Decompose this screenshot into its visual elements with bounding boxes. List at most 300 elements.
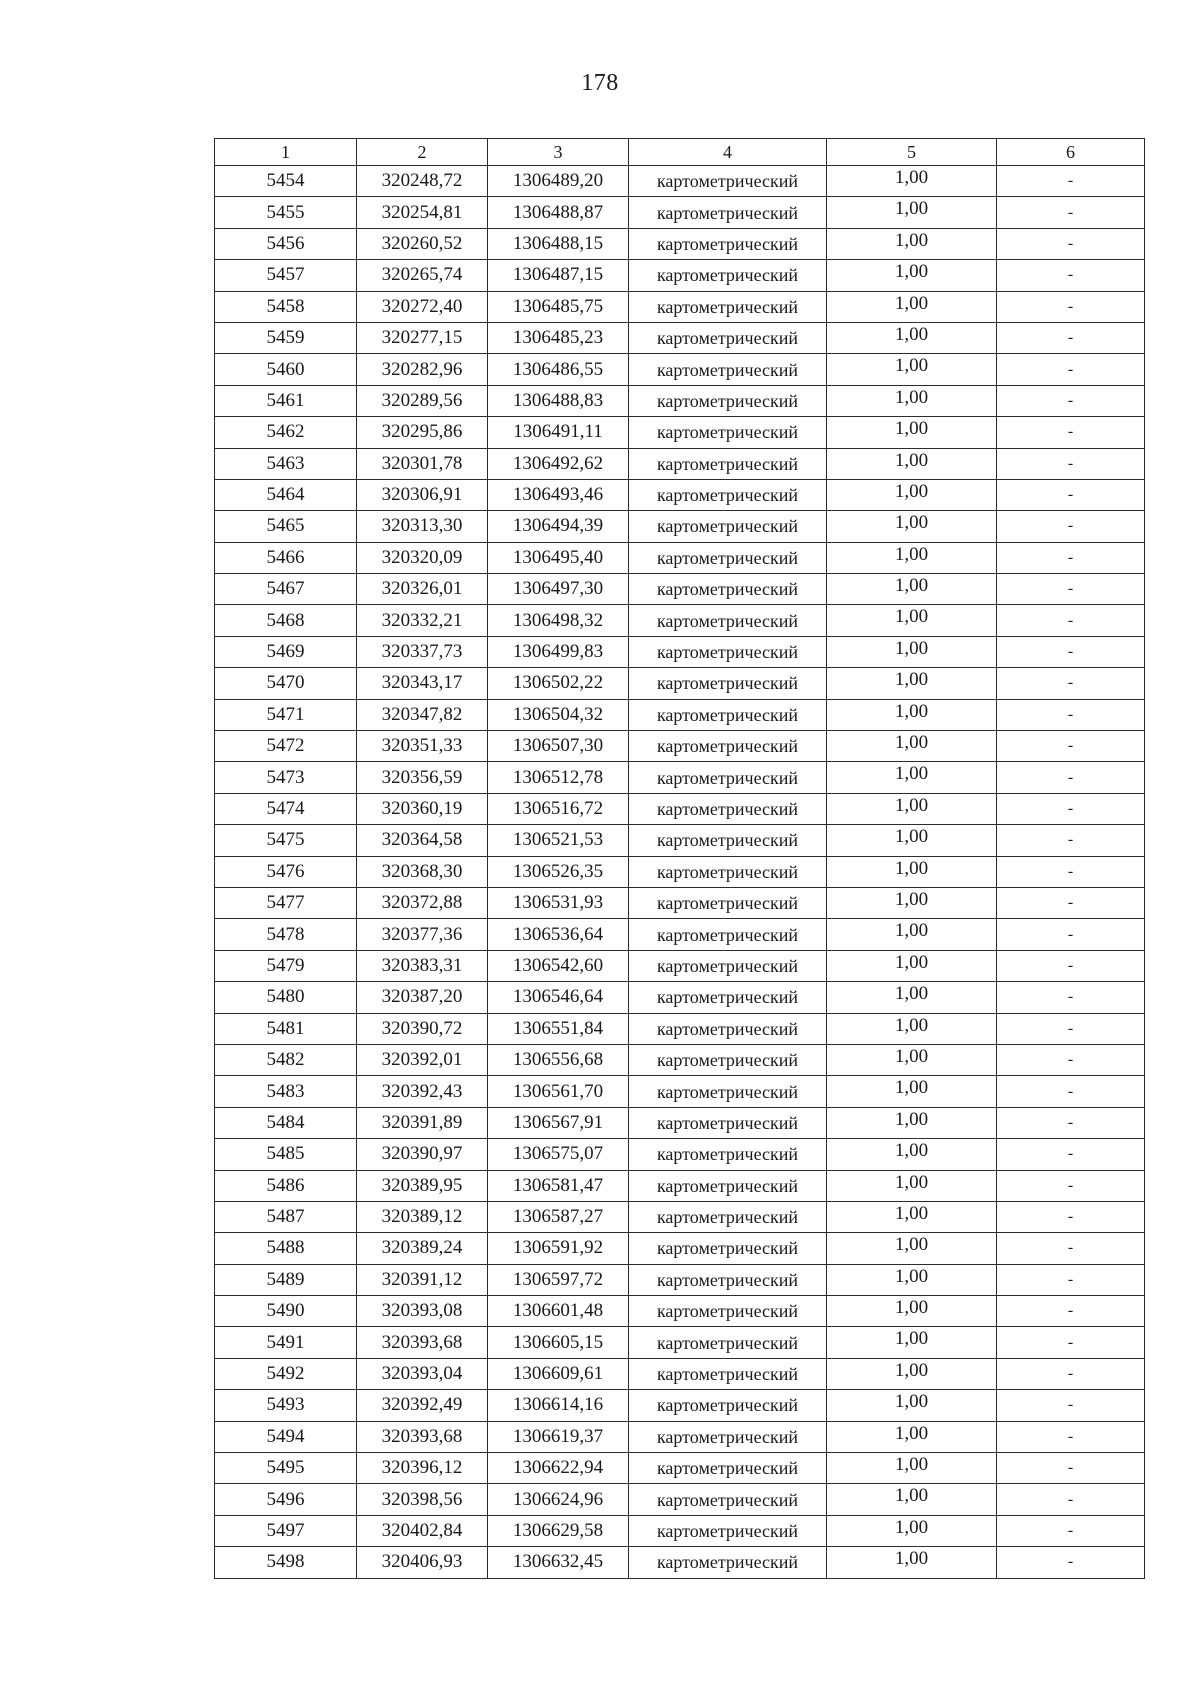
accuracy-cell: 1,00	[827, 793, 997, 824]
note-cell: -	[997, 1170, 1145, 1201]
accuracy-cell: 1,00	[827, 1453, 997, 1484]
method-cell: картометрический	[629, 197, 827, 228]
note-cell: -	[997, 1013, 1145, 1044]
y-coordinate-cell: 1306507,30	[488, 731, 629, 762]
x-coordinate-cell: 320260,52	[357, 228, 488, 259]
table-row	[215, 699, 1145, 730]
table-row	[215, 574, 1145, 605]
note-cell: -	[997, 1233, 1145, 1264]
coordinates-table-container	[214, 138, 1144, 1579]
accuracy-cell: 1,00	[827, 1390, 997, 1421]
accuracy-cell: 1,00	[827, 228, 997, 259]
x-coordinate-cell: 320347,82	[357, 699, 488, 730]
point-number-cell: 5481	[215, 1013, 357, 1044]
x-coordinate-cell: 320393,08	[357, 1296, 488, 1327]
method-cell: картометрический	[629, 1013, 827, 1044]
y-coordinate-cell: 1306629,58	[488, 1515, 629, 1546]
table-row	[215, 1390, 1145, 1421]
table-row	[215, 825, 1145, 856]
method-cell: картометрический	[629, 636, 827, 667]
y-coordinate-cell: 1306587,27	[488, 1201, 629, 1232]
y-coordinate-cell: 1306536,64	[488, 919, 629, 950]
table-row	[215, 542, 1145, 573]
note-cell: -	[997, 542, 1145, 573]
y-coordinate-cell: 1306622,94	[488, 1453, 629, 1484]
y-coordinate-cell: 1306485,23	[488, 322, 629, 353]
table-row	[215, 448, 1145, 479]
x-coordinate-cell: 320337,73	[357, 636, 488, 667]
method-cell: картометрический	[629, 417, 827, 448]
method-cell: картометрический	[629, 260, 827, 291]
table-row	[215, 762, 1145, 793]
accuracy-cell: 1,00	[827, 1515, 997, 1546]
accuracy-cell: 1,00	[827, 856, 997, 887]
table-row	[215, 511, 1145, 542]
x-coordinate-cell: 320254,81	[357, 197, 488, 228]
accuracy-cell: 1,00	[827, 762, 997, 793]
note-cell: -	[997, 448, 1145, 479]
y-coordinate-cell: 1306485,75	[488, 291, 629, 322]
note-cell: -	[997, 731, 1145, 762]
accuracy-cell: 1,00	[827, 1107, 997, 1138]
x-coordinate-cell: 320383,31	[357, 950, 488, 981]
note-cell: -	[997, 1390, 1145, 1421]
x-coordinate-cell: 320277,15	[357, 322, 488, 353]
method-cell: картометрический	[629, 542, 827, 573]
method-cell: картометрический	[629, 354, 827, 385]
point-number-cell: 5476	[215, 856, 357, 887]
note-cell: -	[997, 197, 1145, 228]
note-cell: -	[997, 887, 1145, 918]
point-number-cell: 5493	[215, 1390, 357, 1421]
accuracy-cell: 1,00	[827, 605, 997, 636]
x-coordinate-cell: 320387,20	[357, 982, 488, 1013]
table-row	[215, 1515, 1145, 1546]
note-cell: -	[997, 825, 1145, 856]
method-cell: картометрический	[629, 1107, 827, 1138]
x-coordinate-cell: 320313,30	[357, 511, 488, 542]
note-cell: -	[997, 762, 1145, 793]
x-coordinate-cell: 320391,89	[357, 1107, 488, 1138]
table-row	[215, 1139, 1145, 1170]
table-row	[215, 1453, 1145, 1484]
y-coordinate-cell: 1306495,40	[488, 542, 629, 573]
note-cell: -	[997, 1201, 1145, 1232]
point-number-cell: 5463	[215, 448, 357, 479]
point-number-cell: 5471	[215, 699, 357, 730]
accuracy-cell: 1,00	[827, 1170, 997, 1201]
table-row	[215, 1044, 1145, 1075]
x-coordinate-cell: 320390,72	[357, 1013, 488, 1044]
accuracy-cell: 1,00	[827, 1547, 997, 1578]
note-cell: -	[997, 1358, 1145, 1389]
note-cell: -	[997, 919, 1145, 950]
point-number-cell: 5490	[215, 1296, 357, 1327]
note-cell: -	[997, 1044, 1145, 1075]
accuracy-cell: 1,00	[827, 668, 997, 699]
note-cell: -	[997, 291, 1145, 322]
note-cell: -	[997, 1515, 1145, 1546]
accuracy-cell: 1,00	[827, 1484, 997, 1515]
note-cell: -	[997, 1327, 1145, 1358]
y-coordinate-cell: 1306497,30	[488, 574, 629, 605]
accuracy-cell: 1,00	[827, 166, 997, 197]
y-coordinate-cell: 1306487,15	[488, 260, 629, 291]
table-row	[215, 1327, 1145, 1358]
accuracy-cell: 1,00	[827, 919, 997, 950]
method-cell: картометрический	[629, 1201, 827, 1232]
x-coordinate-cell: 320306,91	[357, 479, 488, 510]
accuracy-cell: 1,00	[827, 1358, 997, 1389]
x-coordinate-cell: 320351,33	[357, 731, 488, 762]
y-coordinate-cell: 1306526,35	[488, 856, 629, 887]
column-header-2: 2	[357, 139, 488, 166]
note-cell: -	[997, 668, 1145, 699]
point-number-cell: 5497	[215, 1515, 357, 1546]
table-row	[215, 1201, 1145, 1232]
note-cell: -	[997, 950, 1145, 981]
y-coordinate-cell: 1306489,20	[488, 166, 629, 197]
point-number-cell: 5477	[215, 887, 357, 918]
y-coordinate-cell: 1306614,16	[488, 1390, 629, 1421]
y-coordinate-cell: 1306491,11	[488, 417, 629, 448]
x-coordinate-cell: 320360,19	[357, 793, 488, 824]
method-cell: картометрический	[629, 385, 827, 416]
table-row	[215, 919, 1145, 950]
note-cell: -	[997, 1107, 1145, 1138]
method-cell: картометрический	[629, 1296, 827, 1327]
method-cell: картометрический	[629, 919, 827, 950]
method-cell: картометрический	[629, 856, 827, 887]
point-number-cell: 5484	[215, 1107, 357, 1138]
table-row	[215, 887, 1145, 918]
note-cell: -	[997, 166, 1145, 197]
point-number-cell: 5491	[215, 1327, 357, 1358]
x-coordinate-cell: 320393,68	[357, 1327, 488, 1358]
point-number-cell: 5474	[215, 793, 357, 824]
accuracy-cell: 1,00	[827, 385, 997, 416]
x-coordinate-cell: 320393,04	[357, 1358, 488, 1389]
method-cell: картометрический	[629, 668, 827, 699]
x-coordinate-cell: 320272,40	[357, 291, 488, 322]
x-coordinate-cell: 320392,49	[357, 1390, 488, 1421]
y-coordinate-cell: 1306561,70	[488, 1076, 629, 1107]
point-number-cell: 5487	[215, 1201, 357, 1232]
method-cell: картометрический	[629, 1390, 827, 1421]
point-number-cell: 5454	[215, 166, 357, 197]
accuracy-cell: 1,00	[827, 574, 997, 605]
table-row	[215, 385, 1145, 416]
point-number-cell: 5489	[215, 1264, 357, 1295]
accuracy-cell: 1,00	[827, 731, 997, 762]
method-cell: картометрический	[629, 228, 827, 259]
accuracy-cell: 1,00	[827, 825, 997, 856]
table-row	[215, 856, 1145, 887]
accuracy-cell: 1,00	[827, 1044, 997, 1075]
method-cell: картометрический	[629, 1044, 827, 1075]
x-coordinate-cell: 320282,96	[357, 354, 488, 385]
accuracy-cell: 1,00	[827, 699, 997, 730]
y-coordinate-cell: 1306597,72	[488, 1264, 629, 1295]
coordinates-table	[214, 138, 1145, 1579]
y-coordinate-cell: 1306492,62	[488, 448, 629, 479]
table-row	[215, 1484, 1145, 1515]
point-number-cell: 5482	[215, 1044, 357, 1075]
y-coordinate-cell: 1306488,87	[488, 197, 629, 228]
y-coordinate-cell: 1306546,64	[488, 982, 629, 1013]
method-cell: картометрический	[629, 1453, 827, 1484]
column-header-6: 6	[997, 139, 1145, 166]
y-coordinate-cell: 1306605,15	[488, 1327, 629, 1358]
note-cell: -	[997, 1139, 1145, 1170]
table-row	[215, 166, 1145, 197]
accuracy-cell: 1,00	[827, 1296, 997, 1327]
y-coordinate-cell: 1306498,32	[488, 605, 629, 636]
method-cell: картометрический	[629, 699, 827, 730]
note-cell: -	[997, 228, 1145, 259]
y-coordinate-cell: 1306601,48	[488, 1296, 629, 1327]
point-number-cell: 5456	[215, 228, 357, 259]
method-cell: картометрический	[629, 1421, 827, 1452]
table-row	[215, 260, 1145, 291]
method-cell: картометрический	[629, 1358, 827, 1389]
method-cell: картометрический	[629, 479, 827, 510]
y-coordinate-cell: 1306502,22	[488, 668, 629, 699]
table-header	[215, 139, 1145, 166]
accuracy-cell: 1,00	[827, 1327, 997, 1358]
point-number-cell: 5469	[215, 636, 357, 667]
y-coordinate-cell: 1306493,46	[488, 479, 629, 510]
y-coordinate-cell: 1306531,93	[488, 887, 629, 918]
x-coordinate-cell: 320368,30	[357, 856, 488, 887]
point-number-cell: 5467	[215, 574, 357, 605]
point-number-cell: 5475	[215, 825, 357, 856]
table-row	[215, 197, 1145, 228]
table-row	[215, 1170, 1145, 1201]
accuracy-cell: 1,00	[827, 417, 997, 448]
y-coordinate-cell: 1306488,15	[488, 228, 629, 259]
table-body	[215, 166, 1145, 1579]
x-coordinate-cell: 320326,01	[357, 574, 488, 605]
y-coordinate-cell: 1306504,32	[488, 699, 629, 730]
accuracy-cell: 1,00	[827, 636, 997, 667]
accuracy-cell: 1,00	[827, 1264, 997, 1295]
point-number-cell: 5460	[215, 354, 357, 385]
x-coordinate-cell: 320390,97	[357, 1139, 488, 1170]
y-coordinate-cell: 1306575,07	[488, 1139, 629, 1170]
x-coordinate-cell: 320389,95	[357, 1170, 488, 1201]
point-number-cell: 5495	[215, 1453, 357, 1484]
table-row	[215, 731, 1145, 762]
x-coordinate-cell: 320391,12	[357, 1264, 488, 1295]
method-cell: картометрический	[629, 950, 827, 981]
x-coordinate-cell: 320406,93	[357, 1547, 488, 1578]
accuracy-cell: 1,00	[827, 1201, 997, 1232]
accuracy-cell: 1,00	[827, 1233, 997, 1264]
method-cell: картометрический	[629, 1139, 827, 1170]
point-number-cell: 5496	[215, 1484, 357, 1515]
x-coordinate-cell: 320396,12	[357, 1453, 488, 1484]
column-header-4: 4	[629, 139, 827, 166]
accuracy-cell: 1,00	[827, 887, 997, 918]
y-coordinate-cell: 1306619,37	[488, 1421, 629, 1452]
note-cell: -	[997, 511, 1145, 542]
x-coordinate-cell: 320364,58	[357, 825, 488, 856]
note-cell: -	[997, 1421, 1145, 1452]
point-number-cell: 5466	[215, 542, 357, 573]
point-number-cell: 5457	[215, 260, 357, 291]
note-cell: -	[997, 1076, 1145, 1107]
note-cell: -	[997, 417, 1145, 448]
x-coordinate-cell: 320295,86	[357, 417, 488, 448]
point-number-cell: 5462	[215, 417, 357, 448]
y-coordinate-cell: 1306542,60	[488, 950, 629, 981]
accuracy-cell: 1,00	[827, 448, 997, 479]
method-cell: картометрический	[629, 825, 827, 856]
y-coordinate-cell: 1306624,96	[488, 1484, 629, 1515]
y-coordinate-cell: 1306488,83	[488, 385, 629, 416]
accuracy-cell: 1,00	[827, 354, 997, 385]
x-coordinate-cell: 320301,78	[357, 448, 488, 479]
table-row	[215, 1547, 1145, 1578]
x-coordinate-cell: 320398,56	[357, 1484, 488, 1515]
x-coordinate-cell: 320402,84	[357, 1515, 488, 1546]
y-coordinate-cell: 1306512,78	[488, 762, 629, 793]
method-cell: картометрический	[629, 1484, 827, 1515]
method-cell: картометрический	[629, 322, 827, 353]
point-number-cell: 5472	[215, 731, 357, 762]
method-cell: картометрический	[629, 605, 827, 636]
x-coordinate-cell: 320289,56	[357, 385, 488, 416]
note-cell: -	[997, 699, 1145, 730]
note-cell: -	[997, 1484, 1145, 1515]
note-cell: -	[997, 354, 1145, 385]
x-coordinate-cell: 320389,12	[357, 1201, 488, 1232]
table-row	[215, 291, 1145, 322]
point-number-cell: 5483	[215, 1076, 357, 1107]
method-cell: картометрический	[629, 448, 827, 479]
table-row	[215, 479, 1145, 510]
method-cell: картометрический	[629, 887, 827, 918]
y-coordinate-cell: 1306591,92	[488, 1233, 629, 1264]
note-cell: -	[997, 982, 1145, 1013]
note-cell: -	[997, 605, 1145, 636]
point-number-cell: 5480	[215, 982, 357, 1013]
point-number-cell: 5492	[215, 1358, 357, 1389]
method-cell: картометрический	[629, 1076, 827, 1107]
y-coordinate-cell: 1306609,61	[488, 1358, 629, 1389]
table-row	[215, 636, 1145, 667]
x-coordinate-cell: 320393,68	[357, 1421, 488, 1452]
note-cell: -	[997, 1264, 1145, 1295]
method-cell: картометрический	[629, 1264, 827, 1295]
note-cell: -	[997, 574, 1145, 605]
table-row	[215, 950, 1145, 981]
accuracy-cell: 1,00	[827, 291, 997, 322]
column-header-1: 1	[215, 139, 357, 166]
accuracy-cell: 1,00	[827, 479, 997, 510]
accuracy-cell: 1,00	[827, 322, 997, 353]
note-cell: -	[997, 1453, 1145, 1484]
x-coordinate-cell: 320320,09	[357, 542, 488, 573]
column-header-3: 3	[488, 139, 629, 166]
table-row	[215, 228, 1145, 259]
method-cell: картометрический	[629, 291, 827, 322]
note-cell: -	[997, 856, 1145, 887]
method-cell: картометрический	[629, 574, 827, 605]
method-cell: картометрический	[629, 1327, 827, 1358]
table-row	[215, 322, 1145, 353]
point-number-cell: 5459	[215, 322, 357, 353]
accuracy-cell: 1,00	[827, 1076, 997, 1107]
x-coordinate-cell: 320372,88	[357, 887, 488, 918]
method-cell: картометрический	[629, 982, 827, 1013]
point-number-cell: 5458	[215, 291, 357, 322]
y-coordinate-cell: 1306556,68	[488, 1044, 629, 1075]
table-row	[215, 1107, 1145, 1138]
method-cell: картометрический	[629, 762, 827, 793]
y-coordinate-cell: 1306567,91	[488, 1107, 629, 1138]
table-row	[215, 1076, 1145, 1107]
x-coordinate-cell: 320332,21	[357, 605, 488, 636]
y-coordinate-cell: 1306581,47	[488, 1170, 629, 1201]
accuracy-cell: 1,00	[827, 1139, 997, 1170]
point-number-cell: 5479	[215, 950, 357, 981]
point-number-cell: 5488	[215, 1233, 357, 1264]
column-header-5: 5	[827, 139, 997, 166]
point-number-cell: 5485	[215, 1139, 357, 1170]
table-row	[215, 417, 1145, 448]
y-coordinate-cell: 1306499,83	[488, 636, 629, 667]
method-cell: картометрический	[629, 1170, 827, 1201]
note-cell: -	[997, 636, 1145, 667]
table-row	[215, 668, 1145, 699]
method-cell: картометрический	[629, 1233, 827, 1264]
x-coordinate-cell: 320265,74	[357, 260, 488, 291]
accuracy-cell: 1,00	[827, 1421, 997, 1452]
x-coordinate-cell: 320392,01	[357, 1044, 488, 1075]
note-cell: -	[997, 385, 1145, 416]
note-cell: -	[997, 1296, 1145, 1327]
accuracy-cell: 1,00	[827, 511, 997, 542]
table-row	[215, 1013, 1145, 1044]
accuracy-cell: 1,00	[827, 542, 997, 573]
page-number: 178	[581, 70, 619, 96]
point-number-cell: 5455	[215, 197, 357, 228]
method-cell: картометрический	[629, 166, 827, 197]
method-cell: картометрический	[629, 731, 827, 762]
table-row	[215, 982, 1145, 1013]
point-number-cell: 5473	[215, 762, 357, 793]
note-cell: -	[997, 260, 1145, 291]
x-coordinate-cell: 320356,59	[357, 762, 488, 793]
x-coordinate-cell: 320389,24	[357, 1233, 488, 1264]
point-number-cell: 5498	[215, 1547, 357, 1578]
point-number-cell: 5461	[215, 385, 357, 416]
x-coordinate-cell: 320392,43	[357, 1076, 488, 1107]
y-coordinate-cell: 1306632,45	[488, 1547, 629, 1578]
note-cell: -	[997, 479, 1145, 510]
table-row	[215, 1421, 1145, 1452]
table-row	[215, 1296, 1145, 1327]
table-row	[215, 1264, 1145, 1295]
accuracy-cell: 1,00	[827, 950, 997, 981]
note-cell: -	[997, 793, 1145, 824]
point-number-cell: 5465	[215, 511, 357, 542]
accuracy-cell: 1,00	[827, 260, 997, 291]
y-coordinate-cell: 1306486,55	[488, 354, 629, 385]
x-coordinate-cell: 320377,36	[357, 919, 488, 950]
